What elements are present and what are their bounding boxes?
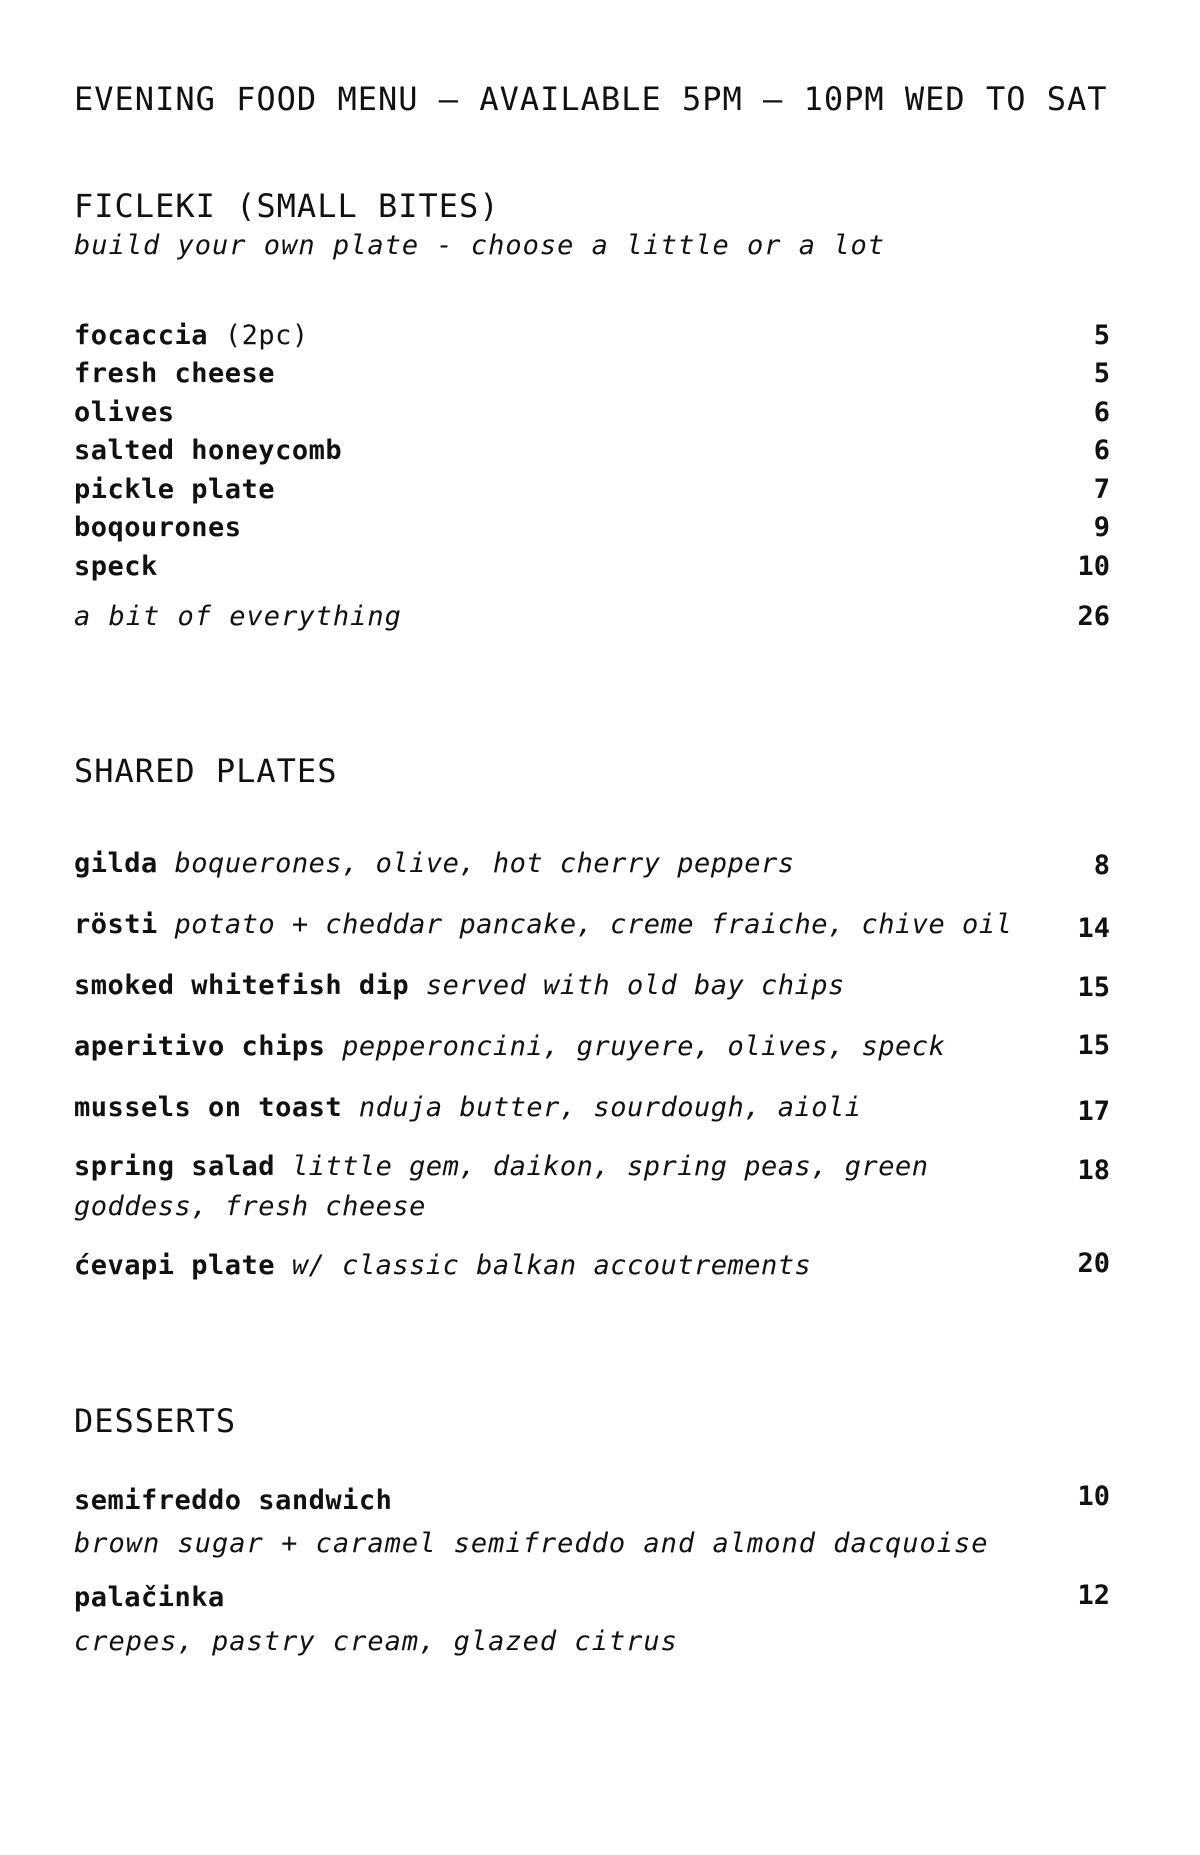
item-price: 7 xyxy=(1093,474,1110,505)
item-name: mussels on toast xyxy=(74,1092,343,1123)
item-description: crepes, pastry cream, glazed citrus xyxy=(74,1626,678,1657)
item-description: brown sugar + caramel semifreddo and almond dacquoise xyxy=(74,1528,989,1559)
item-name: smoked whitefish dip xyxy=(74,970,410,1001)
item-name: olives xyxy=(74,397,175,428)
item-price: 10 xyxy=(1077,1481,1110,1512)
item-price: 9 xyxy=(1093,512,1110,543)
menu-item xyxy=(74,1147,1034,1227)
item-price: 6 xyxy=(1093,435,1110,466)
item-price: 6 xyxy=(1093,397,1110,428)
item-description: nduja butter, sourdough, aioli xyxy=(358,1092,862,1123)
item-price: 17 xyxy=(1077,1096,1110,1127)
item-description: served with old bay chips xyxy=(425,970,845,1001)
item-price: 8 xyxy=(1093,850,1110,881)
item-price: 18 xyxy=(1077,1155,1110,1186)
menu-item xyxy=(74,1031,945,1062)
item-description: w/ classic balkan accoutrements xyxy=(291,1250,812,1281)
item-description: little gem, daikon, spring peas, green goddess, fresh cheese xyxy=(74,1151,929,1222)
item-name: fresh cheese xyxy=(74,358,276,389)
item-name: salted honeycomb xyxy=(74,435,343,466)
item-description: potato + cheddar pancake, creme fraiche, chive oil xyxy=(174,909,1013,940)
item-price: 5 xyxy=(1093,320,1110,351)
item-name: palačinka xyxy=(74,1582,225,1613)
item-price: 12 xyxy=(1077,1580,1110,1611)
menu-item xyxy=(74,970,845,1001)
item-name: focaccia xyxy=(74,320,209,351)
item-name: gilda xyxy=(74,848,158,879)
item-name: ćevapi plate xyxy=(74,1250,276,1281)
item-name: aperitivo chips xyxy=(74,1031,326,1062)
item-price: 10 xyxy=(1077,551,1110,582)
shared-plates-heading: SHARED PLATES xyxy=(74,752,338,790)
item-description: boquerones, olive, hot cherry peppers xyxy=(174,848,795,879)
item-price: 20 xyxy=(1077,1248,1110,1279)
menu-item xyxy=(74,909,1012,940)
item-name: semifreddo sandwich xyxy=(74,1485,393,1516)
item-name: speck xyxy=(74,551,158,582)
item-name: rösti xyxy=(74,909,158,940)
item-name: pickle plate xyxy=(74,474,276,505)
item-note: (2pc) xyxy=(224,320,309,351)
menu-item xyxy=(74,1092,862,1123)
menu-item xyxy=(74,320,309,351)
item-price: 15 xyxy=(1077,1030,1110,1061)
menu-item xyxy=(74,848,795,879)
item-name: boqourones xyxy=(74,512,242,543)
small-bites-heading: FICLEKI (SMALL BITES) xyxy=(74,187,500,225)
item-price: 14 xyxy=(1077,913,1110,944)
menu-title: EVENING FOOD MENU — AVAILABLE 5PM — 10PM WED TO SAT xyxy=(74,80,1108,118)
menu-item xyxy=(74,1250,811,1281)
combo-name: a bit of everything xyxy=(74,601,402,632)
item-name: spring salad xyxy=(74,1151,276,1182)
combo-price: 26 xyxy=(1077,601,1110,632)
desserts-heading: DESSERTS xyxy=(74,1402,237,1440)
small-bites-subtitle: build your own plate - choose a little or a lot xyxy=(74,230,886,261)
item-description: pepperoncini, gruyere, olives, speck xyxy=(342,1031,946,1062)
item-price: 5 xyxy=(1093,358,1110,389)
item-price: 15 xyxy=(1077,972,1110,1003)
